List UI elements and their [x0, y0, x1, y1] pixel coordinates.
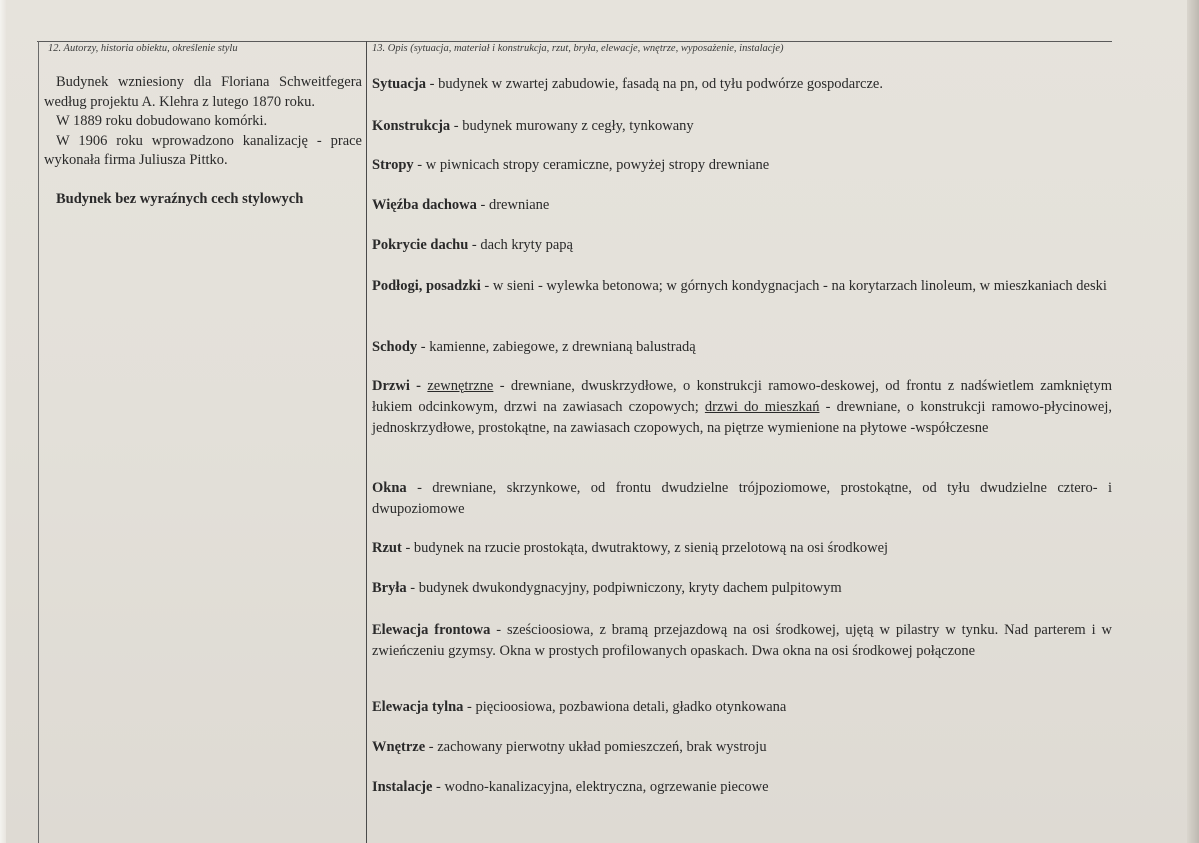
section-text: - w piwnicach stropy ceramiczne, powyżej stropy drewniane [413, 157, 770, 173]
section-label: Instalacje [372, 779, 433, 795]
section-text: - budynek w zwartej zabudowie, fasadą na pn, od tyłu podwórze gospodarcze. [425, 76, 883, 92]
section-text: - pięcioosiowa, pozbawiona detali, gładko otynkowana [463, 699, 787, 715]
section-bryla [372, 578, 1112, 599]
section-text: - drewniane, dwuskrzydłowe, o konstrukcji ramowo-deskowej, od frontu z nadświetlem zamkniętym łukiem odcinkowym, drzwi na zawiasach czopowych; [372, 378, 1112, 415]
section-13-header: 13. Opis (sytuacja, materiał i konstrukcja, rzut, bryła, elewacje, wnętrze, wyposażenie, instalacje) [372, 43, 784, 54]
section-wiezba [372, 195, 1112, 216]
section-12-header: 12. Autorzy, historia obiektu, określenie stylu [48, 43, 238, 54]
section-wnetrze [372, 737, 1112, 758]
section-podlogi [372, 276, 1112, 297]
section-text: - drewniane, o konstrukcji ramowo-płycinowej, jednoskrzydłowe, prostokątne, na zawiasach czopowych, na piętrze wymienione na płytowe -współczesne [372, 399, 1112, 436]
history-paragraph-1: Budynek wzniesiony dla Floriana Schweitfegera według projektu A. Klehra z lutego 1870 roku. [44, 74, 362, 110]
section-label: Bryła [372, 580, 407, 596]
section-separator: - [409, 378, 428, 394]
table-top-rule [37, 41, 1112, 42]
section-sytuacja [372, 74, 1112, 95]
section-label: Elewacja tylna [372, 699, 464, 715]
section-label: Stropy [372, 157, 414, 173]
section-subheading-exterior: zewnętrzne [427, 378, 494, 394]
section-okna [372, 478, 1112, 520]
history-paragraph-2: W 1889 roku dobudowano komórki. [56, 113, 268, 129]
section-text: - dach kryty papą [468, 237, 573, 253]
section-label: Wnętrze [372, 739, 426, 755]
section-label: Rzut [372, 540, 402, 556]
section-text: - drewniane, skrzynkowe, od frontu dwudzielne trójpoziomowe, prostokątne, od tyłu dwudzielne cztero- i dwupoziomowe [372, 480, 1112, 517]
section-instalacje [372, 777, 1112, 798]
section-label: Schody [372, 339, 418, 355]
section-text: - zachowany pierwotny układ pomieszczeń, brak wystroju [425, 739, 767, 755]
section-text: - budynek murowany z cegły, tynkowany [450, 118, 694, 134]
section-label: Drzwi [372, 378, 410, 394]
section-text: - budynek dwukondygnacyjny, podpiwniczony, kryty dachem pulpitowym [406, 580, 842, 596]
section-label: Elewacja frontowa [372, 622, 491, 638]
table-left-rule [38, 41, 39, 843]
section-label: Sytuacja [372, 76, 426, 92]
paper-right-edge [1187, 0, 1199, 843]
history-column [44, 73, 362, 209]
section-label: Konstrukcja [372, 118, 451, 134]
paper-left-edge [0, 0, 6, 843]
section-drzwi [372, 376, 1112, 439]
section-rzut [372, 538, 1112, 559]
section-text: - drewniane [476, 197, 550, 213]
column-divider [366, 41, 367, 843]
section-schody [372, 337, 1112, 358]
section-text: - w sieni - wylewka betonowa; w górnych kondygnacjach - na korytarzach linoleum, w mieszkaniach deski [480, 278, 1107, 294]
section-text: - wodno-kanalizacyjna, elektryczna, ogrzewanie piecowe [432, 779, 769, 795]
section-elewacja-frontowa [372, 620, 1112, 662]
style-note: Budynek bez wyraźnych cech stylowych [56, 190, 304, 207]
section-label: Więźba dachowa [372, 197, 477, 213]
section-konstrukcja [372, 116, 1112, 137]
section-label: Okna [372, 480, 407, 496]
section-stropy [372, 155, 1112, 176]
section-label: Pokrycie dachu [372, 237, 469, 253]
section-text: - budynek na rzucie prostokąta, dwutraktowy, z sienią przelotową na osi środkowej [401, 540, 889, 556]
section-label: Podłogi, posadzki [372, 278, 481, 294]
section-text: - kamienne, zabiegowe, z drewnianą balustradą [417, 339, 696, 355]
history-paragraph-3: W 1906 roku wprowadzono kanalizację - prace wykonała firma Juliusza Pittko. [44, 132, 362, 168]
section-subheading-apartment: drzwi do mieszkań [704, 399, 820, 415]
section-elewacja-tylna [372, 697, 1112, 718]
section-pokrycie [372, 235, 1112, 256]
section-text: - sześcioosiowa, z bramą przejazdową na osi środkowej, ujętą w pilastry w tynku. Nad parterem i w zwieńczeniu gzymsy. Okna w prostych profilowanych opaskach. Dwa okna na osi środkowej połączone [372, 622, 1112, 659]
